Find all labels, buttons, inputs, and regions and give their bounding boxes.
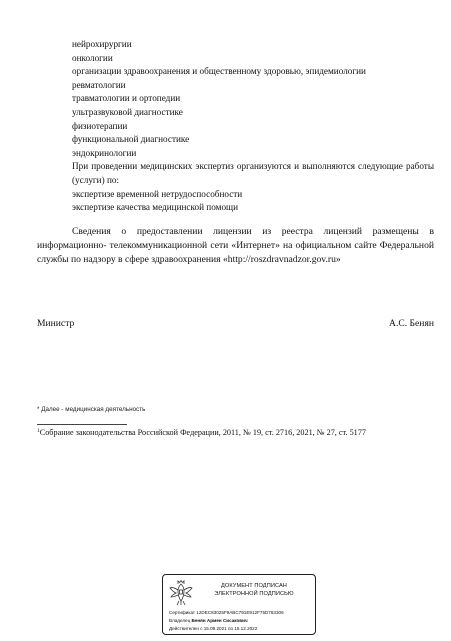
- footnote: [37, 428, 366, 437]
- stamp-certificate: Сертификат 12DEC83025F9ABC791E912F75D763306: [169, 610, 284, 615]
- service-item: онкологии: [72, 52, 113, 63]
- service-item: физиотерапии: [72, 120, 128, 131]
- service-item: организации здравоохранения и общественному здоровью, эпидемиологии: [72, 66, 366, 77]
- expertise-item: экспертизе качества медицинской помощи: [72, 202, 239, 213]
- service-item: травматологии и ортопедии: [72, 93, 181, 104]
- service-item: функциональной диагностике: [72, 134, 190, 145]
- definition-note: * Далее - медицинская деятельность: [37, 406, 146, 413]
- russian-eagle-emblem-icon: [169, 579, 193, 606]
- footnote-divider: [37, 424, 127, 425]
- expertise-item: экспертизе временной нетрудоспособности: [72, 188, 243, 199]
- services-list: [72, 38, 434, 215]
- service-item: нейрохирургии: [72, 39, 132, 49]
- service-item: ревматологии: [72, 79, 126, 90]
- license-info-paragraph: Сведения о предоставлении лицензии из реестра лицензий размещены в информационно- телекоммуникационной сети «Интернет» на официальном сайте Федеральной службы по надзору в сфере здравоохранения «http://roszdravnadzor.gov.ru»: [37, 226, 434, 265]
- electronic-signature-stamp: [162, 574, 316, 635]
- service-item: ультразвуковой диагностике: [72, 106, 183, 117]
- footnote-text: Собрание законодательства Российской Федерации, 2011, № 19, ст. 2716, 2021, № 27, ст. 5177: [39, 428, 366, 437]
- signatory-name: А.С. Бенян: [389, 318, 434, 329]
- stamp-owner: Владелец Бенян Армен Сисакович: [169, 618, 248, 623]
- expertise-intro: При проведении медицинских экспертиз организуются и выполняются следующие работы (услуги) по:: [72, 161, 434, 185]
- stamp-title: ДОКУМЕНТ ПОДПИСАН ЭЛЕКТРОННОЙ ПОДПИСЬЮ: [214, 583, 294, 597]
- signature-block: [37, 318, 434, 332]
- signatory-role: Министр: [37, 318, 75, 329]
- service-item: эндокринологии: [72, 147, 137, 158]
- stamp-validity: Действителен с 15.09.2021 по 15.12.2022: [169, 626, 258, 631]
- footnote-mark: 1: [37, 428, 40, 434]
